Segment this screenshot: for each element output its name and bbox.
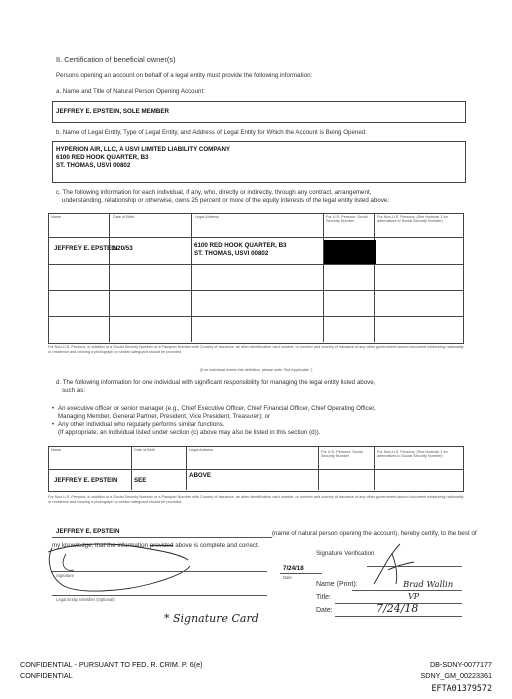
certify-date-value: 7/24/18 xyxy=(283,565,304,572)
certify-date-label: Date xyxy=(283,575,292,580)
certify-line-2-start: my knowledge, that the information xyxy=(52,542,148,549)
table-c-header-address: Legal Address xyxy=(195,215,220,219)
table-c-header-dob: Date of Birth xyxy=(113,215,135,219)
footer-right-2: SDNY_GM_00223361 xyxy=(420,671,492,680)
table-d-footnote: For Non-U.S. Persons, in addition to a Social Security Number or a Passport Number with Country of Issuance, an alien identification card number, or number and country of issuance of any other government-issued document evidencing nationality or residence and bearing a photograph or similar safeguard should be provided. xyxy=(48,495,464,504)
field-a-box[interactable] xyxy=(52,101,466,123)
certify-line-2-end: above is complete and correct. xyxy=(175,542,260,549)
table-d-row1-address: ABOVE xyxy=(189,472,212,479)
verification-date-value: 7/24/18 xyxy=(376,602,419,615)
field-d-label-2: such as: xyxy=(62,387,86,394)
field-a-value: JEFFREY E. EPSTEIN, SOLE MEMBER xyxy=(56,108,170,115)
table-c-footnote: For Non-U.S. Persons, in addition to a Social Security Number or a Passport Number with Country of Issuance, an alien identification card number, or number and country of issuance of any other government-issued document evidencing nationality or residence and bearing a photograph or similar safeguard should be provided. xyxy=(48,345,464,354)
table-d-header-ssn: For U.S. Persons: Social Security Number xyxy=(321,450,363,459)
field-b-line3: ST. THOMAS, USVI 00802 xyxy=(56,162,131,169)
field-a-label: a. Name and Title of Natural Person Opening Account: xyxy=(56,88,205,95)
bullet-2-marker: • xyxy=(52,421,55,428)
table-d-row1-name: JEFFREY E. EPSTEIN xyxy=(54,477,118,484)
footer-left-1: CONFIDENTIAL - PURSUANT TO FED. R. CRIM. P. 6(e) xyxy=(20,660,203,669)
lei-label: Legal Entity Identifier (Optional) xyxy=(56,597,115,602)
footer-right-3: EFTA01379572 xyxy=(431,683,492,693)
table-c-na-note: (If no individual meets this definition, please write "Not Applicable.") xyxy=(199,368,313,372)
table-d-row1-dob: SEE xyxy=(134,477,147,484)
bullet-1-marker: • xyxy=(52,405,55,412)
field-c-label-1: c. The following information for each individual, if any, who, directly or indirectly, through any contract, arrangement, xyxy=(56,189,372,196)
field-b-line2: 6100 RED HOOK QUARTER, B3 xyxy=(56,154,149,161)
table-d-header-dob: Date of Birth xyxy=(134,448,156,452)
table-d-header-nonus: For Non-U.S. Persons: (See footnote 1 for alternatives to Social Security Number) xyxy=(377,450,448,459)
bullet-1-line-2: Managing Member, General Partner, President, Vice President, Treasurer); or xyxy=(58,413,271,420)
field-b-box[interactable] xyxy=(52,141,466,183)
bullet-2-line-1: Any other individual who regularly performs similar functions. xyxy=(58,421,225,428)
footer-right-1: DB-SDNY-0077177 xyxy=(429,660,492,669)
table-d-header-address: Legal Address xyxy=(189,448,214,452)
certify-name-suffix: (name of natural person opening the account), hereby certify, to the best of xyxy=(272,530,477,537)
verification-title-label: Title: xyxy=(316,594,331,601)
table-c-row1-address-1: 6100 RED HOOK QUARTER, B3 xyxy=(194,242,287,249)
section-intro: Persons opening an account on behalf of a legal entity must provide the following information: xyxy=(56,72,313,79)
signature-label: Signature xyxy=(56,573,74,578)
table-d-header-name: Name xyxy=(51,448,62,452)
field-b-line1: HYPERION AIR, LLC, A USVI LIMITED LIABILITY COMPANY xyxy=(56,146,231,153)
table-c-row1-ssn-redacted xyxy=(324,240,376,264)
verification-title-value: VP xyxy=(408,592,420,601)
certify-name-value: JEFFREY E. EPSTEIN xyxy=(56,528,120,535)
verification-name-value: Brad Wallin xyxy=(403,580,454,590)
field-d-label-1: d. The following information for one individual with significant responsibility for managing the legal entity listed above, xyxy=(56,379,376,386)
certifier-signature xyxy=(40,520,200,600)
table-c-row1-address-2: ST. THOMAS, USVI 00802 xyxy=(194,250,269,257)
section-title: II. Certification of beneficial owner(s) xyxy=(56,55,176,64)
field-b-label: b. Name of Legal Entity, Type of Legal Entity, and Address of Legal Entity for Which the Account is Being Opened: xyxy=(56,129,367,136)
verification-date-label: Date: xyxy=(316,607,333,614)
table-c-row1-name: JEFFREY E. EPSTEIN xyxy=(54,245,118,252)
table-c-header-name: Name xyxy=(51,215,62,219)
table-c-header-nonus: For Non-U.S. Persons: (See footnote 1 for alternatives to Social Security Number) xyxy=(377,215,448,224)
handwritten-note: * Signature Card xyxy=(164,612,259,625)
verification-heading: Signature Verification xyxy=(316,550,375,557)
verification-name-label: Name (Print): xyxy=(316,581,358,588)
table-c-header-ssn: For U.S. Persons: Social Security Number xyxy=(326,215,368,224)
certify-line-2-struck: provided xyxy=(149,542,174,549)
bullet-1-line-1: An executive officer or senior manager (e.g., Chief Executive Officer, Chief Financial Officer, Chief Operating Officer, xyxy=(58,405,376,412)
table-c xyxy=(48,213,464,344)
bullet-2-line-2: (If appropriate, an individual listed under section (c) above may also be listed in this section (d)). xyxy=(58,429,321,436)
field-c-label-2: understanding, relationship or otherwise, owns 25 percent or more of the equity interests of the legal entity listed above: xyxy=(62,197,390,204)
table-c-row1-dob: 1/20/53 xyxy=(112,245,133,252)
footer-left-2: CONFIDENTIAL xyxy=(20,671,73,680)
